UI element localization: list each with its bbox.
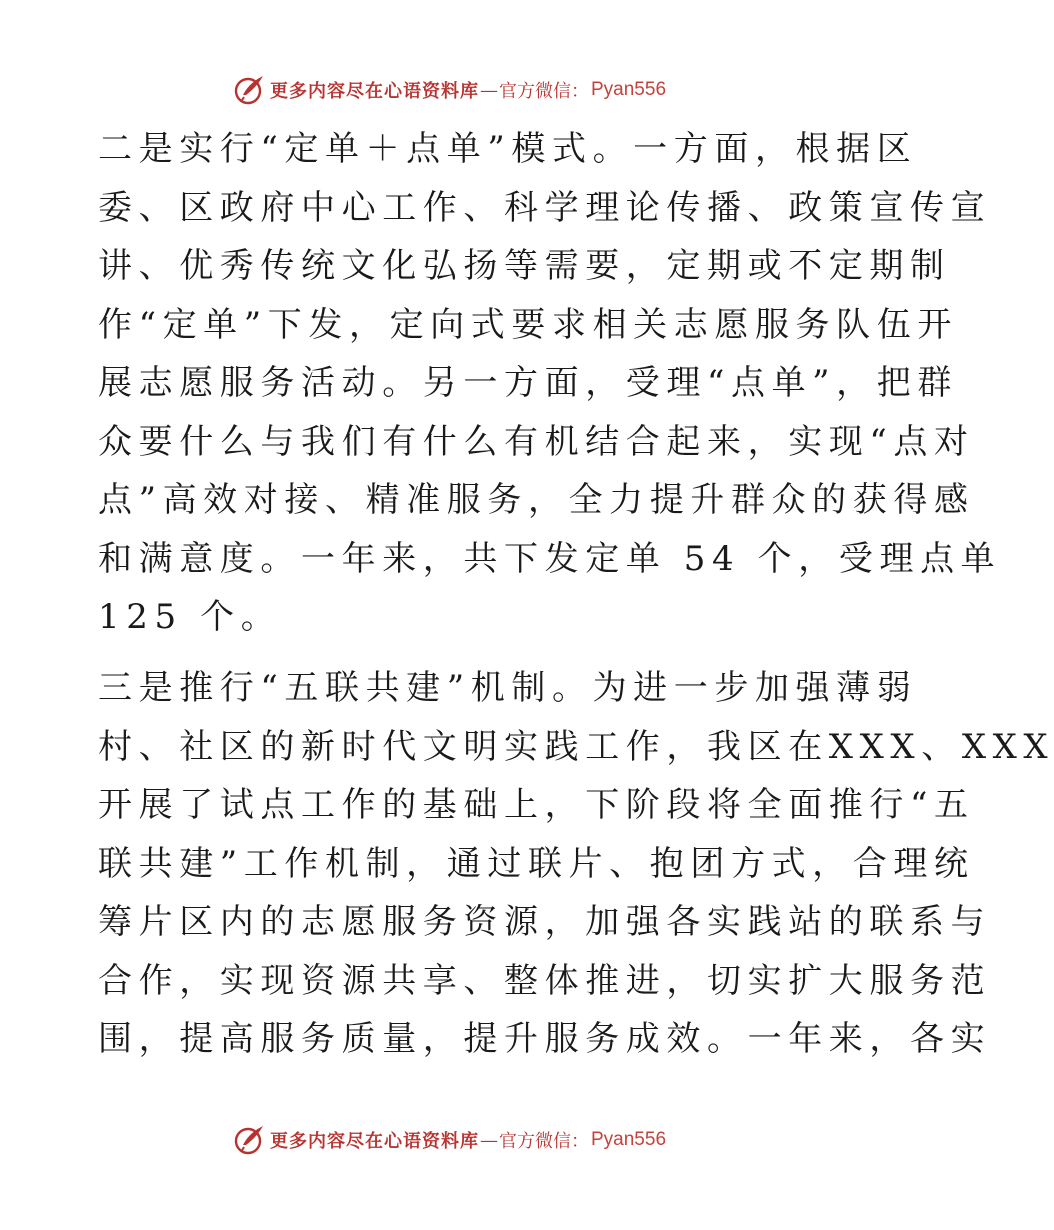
header-banner-label: 官方微信： [499, 81, 589, 102]
text-line: 讲、优秀传统文化弘扬等需要，定期或不定期制 [98, 246, 951, 286]
text-line: 和满意度。一年来，共下发定单 54 个，受理点单 [98, 538, 1002, 579]
text-line: 围，提高服务质量，提升服务成效。一年来，各实 [98, 1019, 992, 1059]
footer-banner-id: Pyan556 [591, 1129, 667, 1150]
text-line: 点”高效对接、精准服务，全力提升群众的获得感 [98, 480, 975, 520]
header-banner-title: 更多内容尽在心语资料库 [270, 81, 479, 102]
footer-banner-label: 官方微信： [499, 1131, 589, 1152]
text-line: 三是推行“五联共建”机制。为进一步加强薄弱 [98, 668, 918, 708]
text-line: 展志愿服务活动。另一方面，受理“点单”，把群 [98, 363, 958, 403]
text-line: 125 个。 [98, 597, 282, 637]
footer-banner-dash: — [480, 1129, 498, 1151]
text-line: 委、区政府中心工作、科学理论传播、政策宣传宣 [98, 187, 992, 228]
text-line: 合作，实现资源共享、整体推进，切实扩大服务范 [98, 960, 992, 1001]
header-banner-dash: — [480, 79, 498, 101]
text-line: 作“定单”下发，定向式要求相关志愿服务队伍开 [98, 304, 958, 345]
feather-circle-logo-icon [232, 73, 266, 107]
text-line: 众要什么与我们有什么有机结合起来，实现“点对 [98, 421, 975, 462]
footer-banner-title: 更多内容尽在心语资料库 [270, 1131, 479, 1152]
text-line: 筹片区内的志愿服务资源，加强各实践站的联系与 [98, 902, 992, 942]
text-line: 二是实行“定单＋点单”模式。一方面，根据区 [98, 129, 918, 169]
header-banner [232, 70, 666, 110]
feather-circle-logo-icon [232, 1123, 266, 1157]
footer-banner [232, 1120, 666, 1160]
header-banner-id: Pyan556 [591, 79, 667, 100]
text-line: 联共建”工作机制，通过联片、抱团方式，合理统 [98, 843, 975, 884]
text-line: 开展了试点工作的基础上，下阶段将全面推行“五 [98, 785, 975, 825]
paragraph-wulian [98, 659, 1054, 1069]
text-line: 村、社区的新时代文明实践工作，我区在XXX、XXX [98, 726, 1054, 767]
paragraph-dingdan [98, 120, 1002, 647]
